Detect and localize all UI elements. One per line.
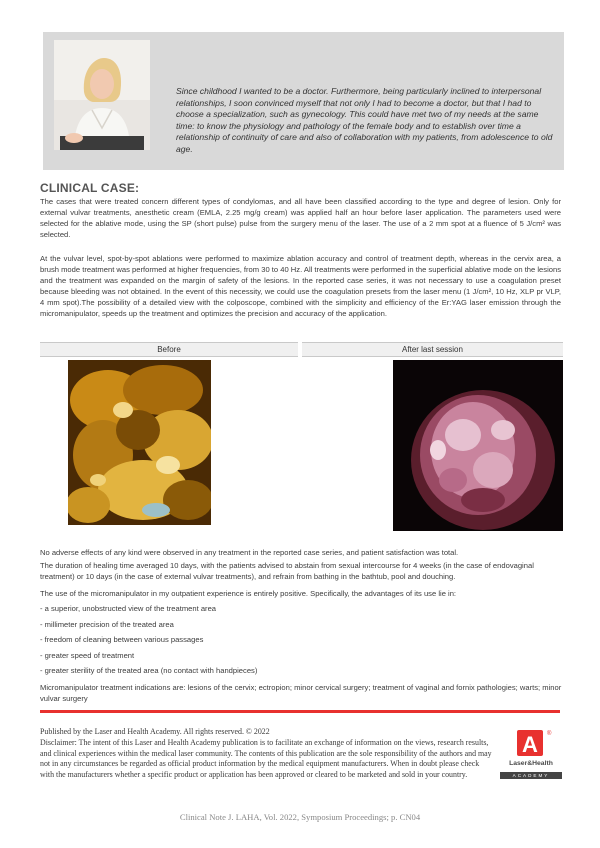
adverse-effects-paragraph: No adverse effects of any kind were observed in any treatment in the reported case series, and patient satisfaction was total. <box>40 548 459 557</box>
before-label: Before <box>40 342 298 357</box>
micromanipulator-use-paragraph: The use of the micromanipulator in my outpatient experience is entirely positive. Specifically, the advantages of its use lie in: <box>40 589 457 598</box>
logo-line-2: ACADEMY <box>500 772 562 779</box>
list-item: - millimeter precision of the treated area <box>40 619 174 629</box>
footer-divider <box>40 710 560 713</box>
section-title: CLINICAL CASE: <box>40 181 140 195</box>
list-item: - greater sterility of the treated area (no contact with handpieces) <box>40 666 258 675</box>
disclaimer-text: Disclaimer: The intent of this Laser and Health Academy publication is to facilitate an exchange of information on the views, research results, and clinical experiences within the medical laser community. The contents of this publication are the sole responsibility of the authors and may not in any circumstances be regarded as official product information by the medical equipment manufacturers. When in doubt please check with the manufacturers whether a specific product or application has been approved or cleared to be marketed and sold in your country. <box>40 738 492 780</box>
logo-letter: A <box>522 732 538 757</box>
quote-text: Since childhood I wanted to be a doctor. Furthermore, being particularly inclined to interpersonal relationships, I soon convinced myself that not only I had to become a doctor, but that I had to choose a specialization, such as gynecology. This could have met two of my needs at the same time: to know the physiology and pathology of the female body and to establish over time a relationship of continuity of care and also of collaboration with my patients, from adolescence to old age. <box>176 86 553 154</box>
after-photo <box>393 360 563 531</box>
list-item: - freedom of cleaning between various passages <box>40 635 204 644</box>
laser-health-academy-logo <box>500 728 562 780</box>
indications-paragraph: Micromanipulator treatment indications are: lesions of the cervix; ectropion; minor cervical surgery; treatment of vaginal and fornix pathologies; warts; minor vulvar surgery <box>40 683 562 704</box>
logo-line-1: Laser&Health <box>509 760 553 767</box>
advantages-list <box>40 603 565 681</box>
before-after-table <box>40 342 563 531</box>
after-label: After last session <box>302 342 563 357</box>
list-item: - greater speed of treatment <box>40 650 135 660</box>
registered-mark: ® <box>547 731 552 737</box>
list-item: - a superior, unobstructed view of the treatment area <box>40 604 217 613</box>
citation: Clinical Note J. LAHA, Vol. 2022, Symposium Proceedings; p. CN04 <box>179 812 421 822</box>
clinical-case-paragraph-1: The cases that were treated concern different types of condylomas, and all have been classified according to the type and degree of lesion. Only for external vulvar treatments, anesthetic cream (EMLA, 2.25 mg/g cream) was applied half an hour before laser application. The parameters used were selected for the ablative mode, using the SP (short pulse) pulse from the surgery menu of the laser. The use of a 2 mm spot at a fluence of 5 J/cm² was selected. <box>40 197 561 240</box>
published-notice: Published by the Laser and Health Academy. All rights reserved. © 2022 <box>40 727 270 736</box>
clinical-case-paragraph-2: At the vulvar level, spot-by-spot ablations were performed to maximize ablation accuracy and control of treatment depth, whereas in the cervix area, a brush mode treatment was performed at higher frequencies, from 30 to 40 Hz. All treatments were performed in the superficial ablative mode on the lesions and the treatment was expanded on the margin of safety of the lesions. In the reported case series, it was not necessary to use a coagulation preset because bleeding was not obtained. In the event of this necessity, we could use the coagulation presets from the laser menu (1 J/cm², 10 Hz, XLP pr VLP, 4 mm spot).The possibility of a detailed view with the colposcope, combined with the simplicity and efficiency of the Er:YAG laser emission through the micromanipulator, speeds up the treatment and optimizes the precision and accuracy of the application. <box>40 254 561 319</box>
healing-duration-paragraph: The duration of healing time averaged 10 days, with the patients advised to abstain from sexual intercourse for 4 weeks (in the case of endovaginal treatment) or 10 days (in the case of external vulvar treatments), and refrain from bathing in the bathtub, pool and douching. <box>40 561 534 582</box>
author-portrait <box>54 40 150 150</box>
before-photo <box>68 360 211 525</box>
